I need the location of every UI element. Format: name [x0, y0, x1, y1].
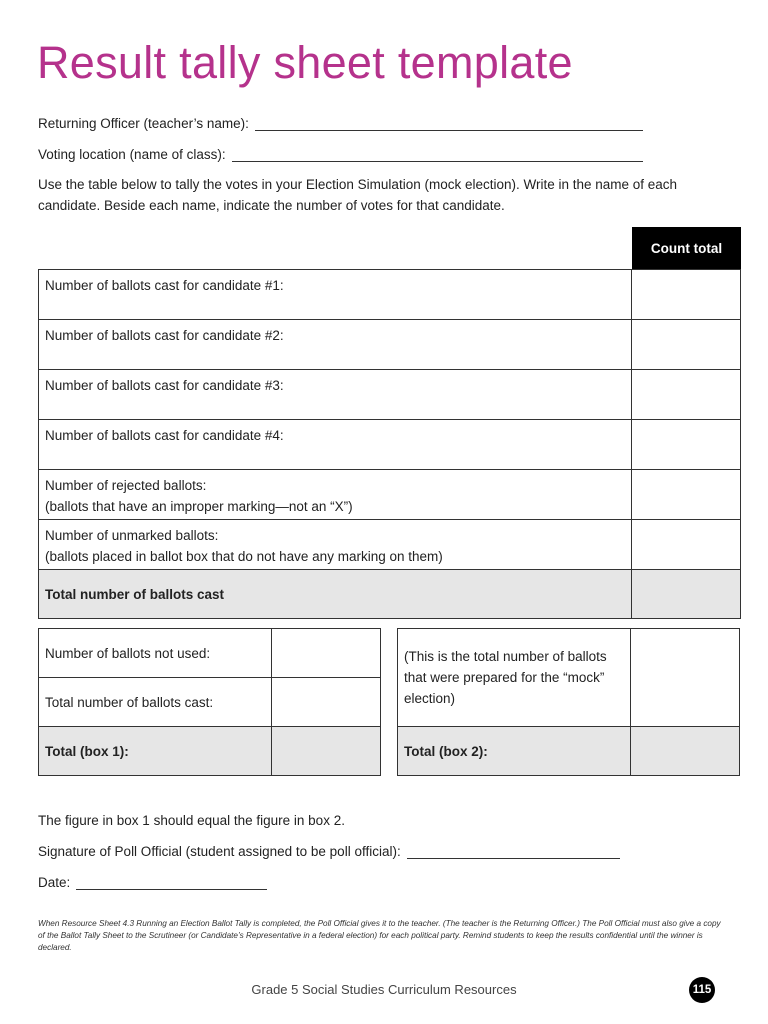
date-field — [38, 875, 267, 890]
box1-row-label: Number of ballots not used: — [39, 629, 272, 678]
box1-value-cell[interactable] — [272, 678, 381, 727]
box2-description: (This is the total number of ballots that were prepared for the “mock” election) — [398, 629, 631, 727]
row-label-line1: Number of ballots cast for candidate #4: — [45, 428, 284, 443]
box1-value-cell[interactable] — [272, 629, 381, 678]
total-count-cell[interactable] — [632, 570, 741, 619]
row-label — [39, 320, 632, 370]
row-label-line1: Number of ballots cast for candidate #1: — [45, 278, 284, 293]
box1-total-row — [39, 727, 381, 776]
returning-officer-label: Returning Officer (teacher’s name): — [38, 116, 249, 131]
table-row — [39, 420, 741, 470]
total-row — [39, 570, 741, 619]
table-row — [39, 520, 741, 570]
table-row — [39, 678, 381, 727]
voting-location-label: Voting location (name of class): — [38, 147, 226, 162]
page-number-badge: 115 — [689, 977, 715, 1003]
row-label — [39, 370, 632, 420]
row-label — [39, 470, 632, 520]
tally-table — [38, 269, 741, 619]
signature-label: Signature of Poll Official (student assigned to be poll official): — [38, 844, 401, 859]
row-label-line1: Number of ballots cast for candidate #2: — [45, 328, 284, 343]
page-title: Result tally sheet template — [37, 37, 573, 88]
table-row — [39, 629, 381, 678]
row-label — [39, 520, 632, 570]
box-comparison-note: The figure in box 1 should equal the figure in box 2. — [38, 813, 345, 828]
row-label — [39, 420, 632, 470]
date-blank[interactable] — [76, 875, 267, 890]
signature-field — [38, 844, 620, 859]
box2-total-label: Total (box 2): — [398, 727, 631, 776]
box1-row-label: Total number of ballots cast: — [39, 678, 272, 727]
box2-total-row — [398, 727, 740, 776]
count-cell[interactable] — [632, 470, 741, 520]
count-cell[interactable] — [632, 520, 741, 570]
row-label-line2: (ballots placed in ballot box that do not have any marking on them) — [45, 549, 443, 564]
date-label: Date: — [38, 875, 71, 890]
table-row — [39, 470, 741, 520]
signature-blank[interactable] — [407, 844, 620, 859]
table-row — [39, 270, 741, 320]
box2-value-cell[interactable] — [631, 629, 740, 727]
table-row — [39, 370, 741, 420]
count-cell[interactable] — [632, 270, 741, 320]
page-footer: Grade 5 Social Studies Curriculum Resources — [251, 982, 517, 997]
count-total-header: Count total — [632, 227, 741, 269]
fine-print-note: When Resource Sheet 4.3 Running an Election Ballot Tally is completed, the Poll Official gives it to the teacher. (The teacher is the Returning Officer.) The Poll Official must also give a copy of the Ballot Tally Sheet to the Scrutineer (or Candidate’s Representative in a federal election) for each political party. Remind students to keep the results confidential until the winner is declared. — [38, 919, 721, 952]
box-2-table — [397, 628, 740, 776]
box2-total-cell[interactable] — [631, 727, 740, 776]
row-label-line1: Number of rejected ballots: — [45, 478, 207, 493]
count-cell[interactable] — [632, 320, 741, 370]
instructions-text: Use the table below to tally the votes in your Election Simulation (mock election). Write in the name of each candidate. Beside each name, indicate the number of votes for that candidate. — [38, 177, 678, 213]
box1-total-label: Total (box 1): — [39, 727, 272, 776]
box1-total-cell[interactable] — [272, 727, 381, 776]
row-label — [39, 270, 632, 320]
row-label-line1: Number of unmarked ballots: — [45, 528, 219, 543]
row-label-line1: Number of ballots cast for candidate #3: — [45, 378, 284, 393]
returning-officer-field — [38, 116, 643, 131]
table-row — [39, 320, 741, 370]
returning-officer-blank[interactable] — [255, 116, 643, 131]
box-1-table — [38, 628, 381, 776]
total-label: Total number of ballots cast — [39, 570, 632, 619]
voting-location-blank[interactable] — [232, 147, 643, 162]
row-label-line2: (ballots that have an improper marking—not an “X”) — [45, 499, 353, 514]
voting-location-field — [38, 147, 643, 162]
table-row — [398, 629, 740, 727]
count-cell[interactable] — [632, 420, 741, 470]
count-cell[interactable] — [632, 370, 741, 420]
